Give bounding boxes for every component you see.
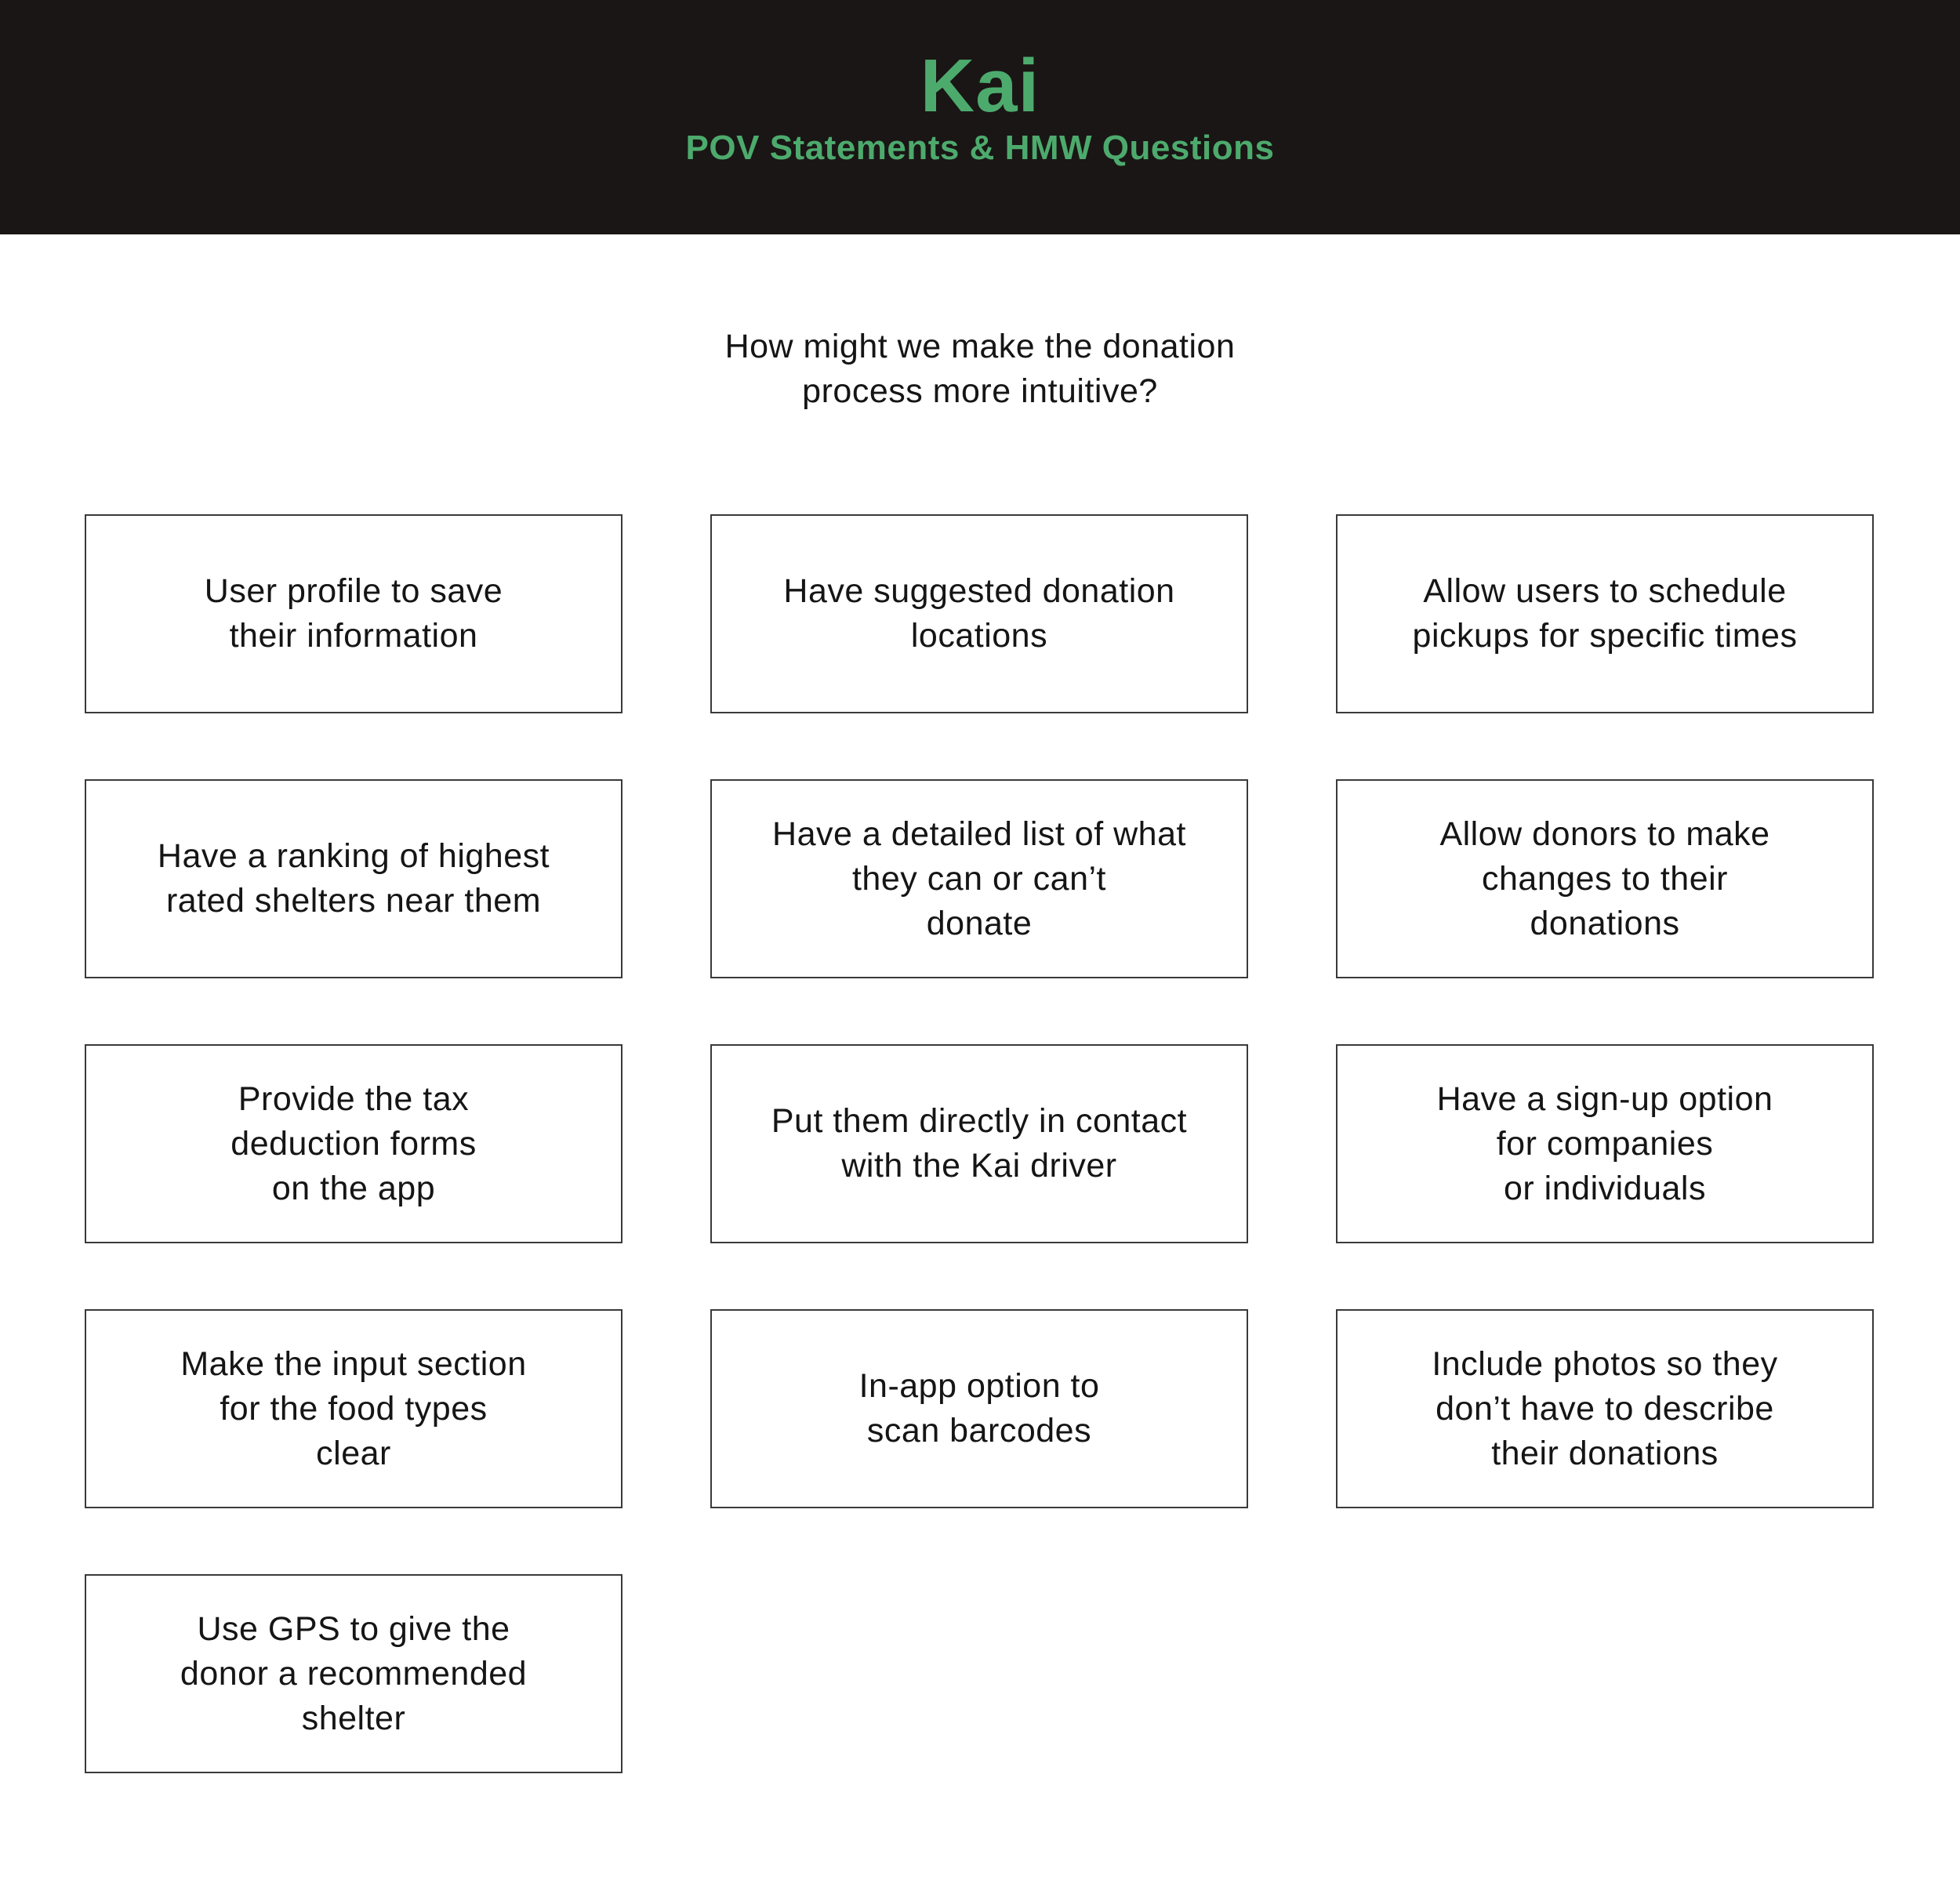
page-subtitle: POV Statements & HMW Questions — [685, 129, 1275, 167]
idea-card-text: Have suggested donation locations — [783, 572, 1175, 655]
page-title: Kai — [920, 44, 1040, 128]
idea-card — [710, 1044, 1248, 1243]
idea-card — [85, 1044, 622, 1243]
idea-card-text: In-app option to scan barcodes — [858, 1367, 1100, 1450]
idea-card — [710, 514, 1248, 713]
idea-card — [1336, 514, 1874, 713]
idea-card-text: Include photos so they don’t have to describe their donations — [1432, 1344, 1778, 1472]
hmw-question: How might we make the donation process more intuitive? — [724, 328, 1236, 410]
idea-card-text: User profile to save their information — [204, 572, 503, 655]
idea-card-text: Make the input section for the food types clear — [180, 1344, 527, 1472]
idea-card-text: Use GPS to give the donor a recommended shelter — [180, 1609, 528, 1737]
idea-card — [710, 779, 1248, 978]
idea-card-text: Allow donors to make changes to their donations — [1439, 815, 1770, 942]
idea-card — [1336, 779, 1874, 978]
idea-card — [85, 779, 622, 978]
idea-card-text: Provide the tax deduction forms on the app — [230, 1079, 477, 1207]
idea-card — [1336, 1309, 1874, 1508]
idea-card — [710, 1309, 1248, 1508]
idea-card-text: Allow users to schedule pickups for specific times — [1412, 572, 1798, 655]
idea-card — [85, 1574, 622, 1773]
idea-card-text: Have a detailed list of what they can or can’t donate — [772, 815, 1186, 942]
idea-card-text: Have a ranking of highest rated shelters near them — [157, 837, 550, 920]
header-banner — [0, 0, 1960, 234]
idea-card — [85, 1309, 622, 1508]
idea-card-text: Put them directly in contact with the Kai driver — [771, 1102, 1188, 1185]
idea-card — [85, 514, 622, 713]
idea-card-text: Have a sign-up option for companies or individuals — [1436, 1079, 1773, 1207]
idea-card — [1336, 1044, 1874, 1243]
